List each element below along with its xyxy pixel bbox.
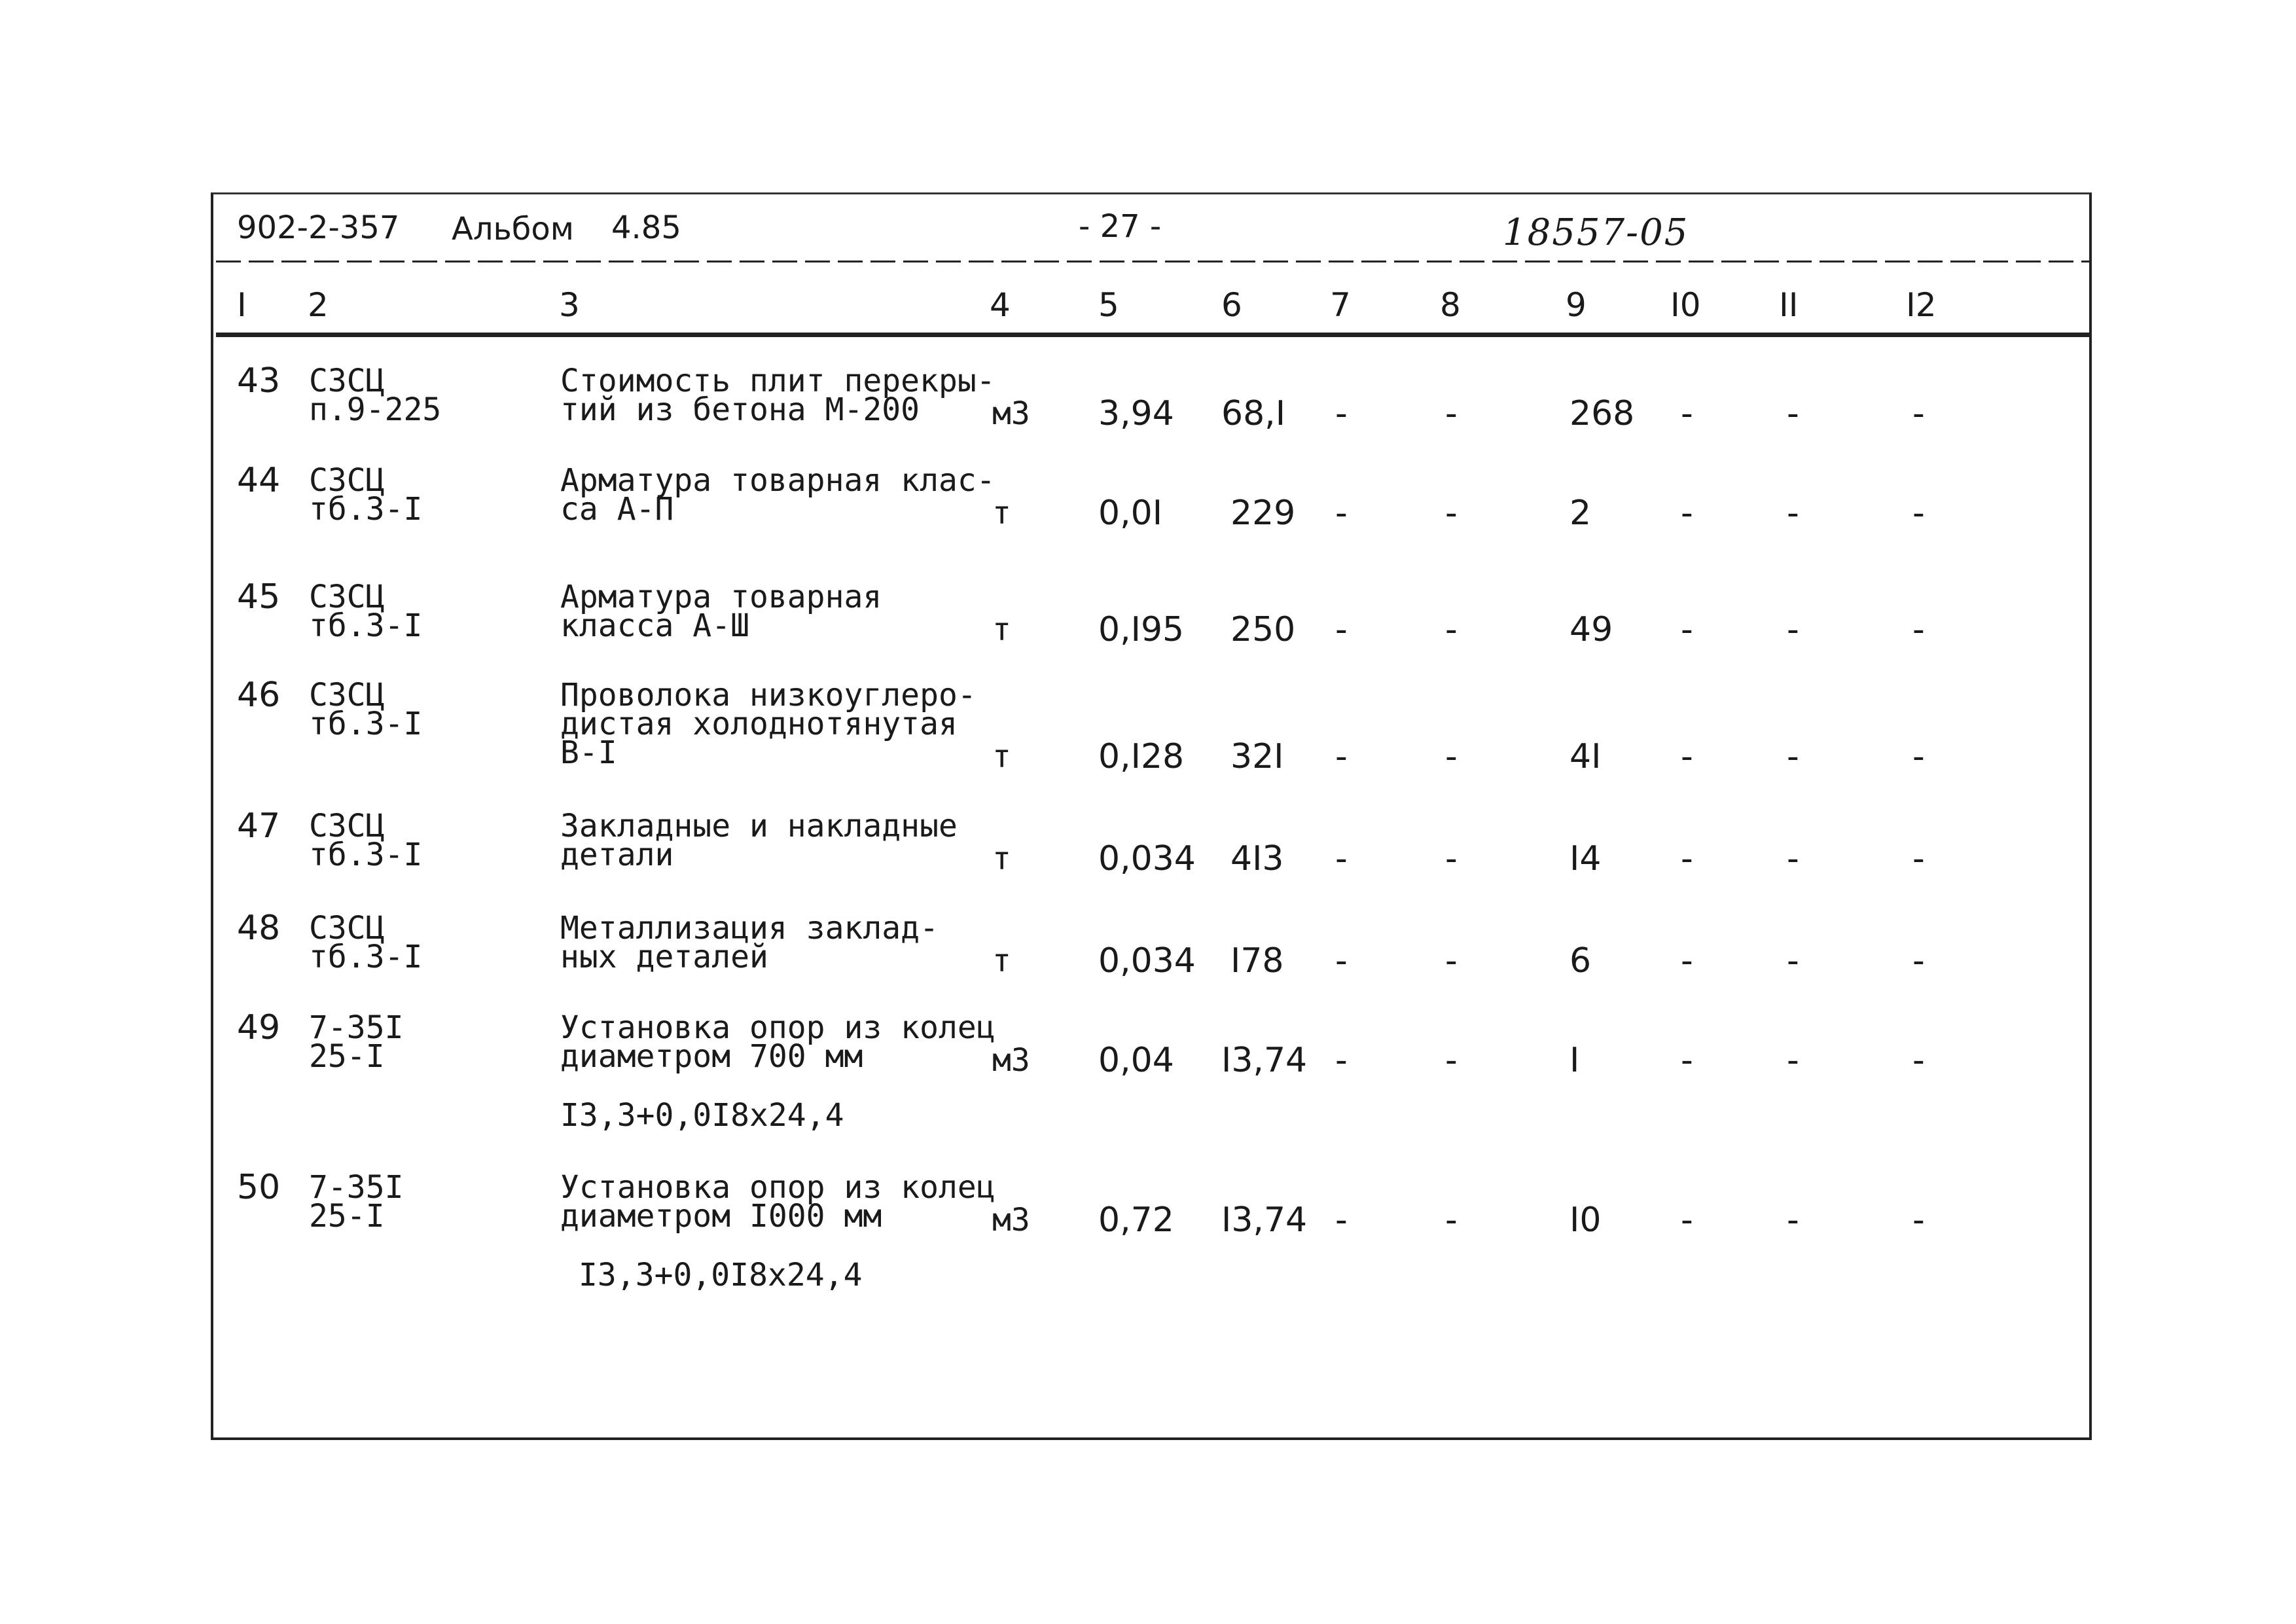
column-number: I0 xyxy=(1670,286,1701,324)
quantity: 0,034 xyxy=(1098,941,1196,981)
col8-value: - xyxy=(1445,941,1458,981)
col8-value: - xyxy=(1445,1041,1458,1080)
norm-reference: тб.3-I xyxy=(309,491,423,528)
col7-value: - xyxy=(1335,1200,1348,1240)
work-description: детали xyxy=(560,837,674,873)
work-description: Закладные и накладные xyxy=(560,808,958,844)
col10-value: - xyxy=(1681,610,1693,649)
total-cost: I0 xyxy=(1570,1200,1602,1240)
col10-value: - xyxy=(1681,941,1693,981)
work-description: Арматура товарная клас- xyxy=(560,462,996,499)
column-number: I xyxy=(237,286,247,324)
unit-of-measure: м3 xyxy=(992,1042,1030,1079)
quantity: 0,72 xyxy=(1098,1200,1174,1240)
work-description: ных деталей xyxy=(560,939,768,975)
doc-code: 902-2-357 xyxy=(237,209,400,246)
col11-value: - xyxy=(1787,737,1799,776)
price-formula: I3,3+0,0I8x24,4 xyxy=(579,1257,863,1293)
row-number: 49 xyxy=(237,1008,281,1047)
work-description: тий из бетона М-200 xyxy=(560,391,920,428)
total-cost: 4I xyxy=(1570,737,1602,776)
unit-price: I3,74 xyxy=(1221,1200,1308,1240)
total-cost: 6 xyxy=(1570,941,1592,981)
row-number: 50 xyxy=(237,1168,281,1207)
col12-value: - xyxy=(1912,394,1925,433)
col11-value: - xyxy=(1787,941,1799,981)
col12-value: - xyxy=(1912,610,1925,649)
col8-value: - xyxy=(1445,494,1458,533)
work-description: Проволока низкоуглеро- xyxy=(560,677,977,713)
col7-value: - xyxy=(1335,1041,1348,1080)
col8-value: - xyxy=(1445,1200,1458,1240)
col12-value: - xyxy=(1912,839,1925,878)
norm-reference: СЗСЦ xyxy=(309,579,385,615)
price-formula: I3,3+0,0I8x24,4 xyxy=(560,1097,844,1134)
unit-price: 4I3 xyxy=(1230,839,1284,878)
work-description: диаметром 700 мм xyxy=(560,1038,863,1075)
col11-value: - xyxy=(1787,1200,1799,1240)
quantity: 3,94 xyxy=(1098,394,1174,433)
row-number: 47 xyxy=(237,806,281,846)
unit-price: I3,74 xyxy=(1221,1041,1308,1080)
norm-reference: тб.3-I xyxy=(309,837,423,873)
quantity: 0,I95 xyxy=(1098,610,1185,649)
col10-value: - xyxy=(1681,1041,1693,1080)
column-number: 4 xyxy=(990,286,1011,324)
work-description: Арматура товарная xyxy=(560,579,882,615)
unit-price: 68,I xyxy=(1221,394,1286,433)
work-description: диаметром I000 мм xyxy=(560,1198,882,1235)
total-cost: I4 xyxy=(1570,839,1602,878)
col12-value: - xyxy=(1912,737,1925,776)
col7-value: - xyxy=(1335,941,1348,981)
row-number: 43 xyxy=(237,361,281,401)
row-number: 45 xyxy=(237,577,281,617)
work-description: са А-П xyxy=(560,491,674,528)
work-description: Установка опор из колец xyxy=(560,1009,996,1046)
unit-of-measure: т xyxy=(992,943,1011,979)
row-number: 46 xyxy=(237,676,281,715)
col11-value: - xyxy=(1787,839,1799,878)
col7-value: - xyxy=(1335,494,1348,533)
norm-reference: СЗСЦ xyxy=(309,910,385,947)
unit-of-measure: т xyxy=(992,738,1011,775)
quantity: 0,034 xyxy=(1098,839,1196,878)
column-number: 6 xyxy=(1221,286,1242,324)
col11-value: - xyxy=(1787,610,1799,649)
column-number: I2 xyxy=(1906,286,1937,324)
col12-value: - xyxy=(1912,941,1925,981)
col12-value: - xyxy=(1912,494,1925,533)
col8-value: - xyxy=(1445,737,1458,776)
unit-of-measure: м3 xyxy=(992,395,1030,432)
column-number: II xyxy=(1779,286,1799,324)
norm-reference: 7-35I xyxy=(309,1169,404,1206)
total-cost: 2 xyxy=(1570,494,1592,533)
work-description: дистая холоднотянутая xyxy=(560,706,958,742)
total-cost: I xyxy=(1570,1041,1580,1080)
col7-value: - xyxy=(1335,610,1348,649)
registration-stamp: 18557-05 xyxy=(1503,211,1689,254)
norm-reference: СЗСЦ xyxy=(309,677,385,713)
col10-value: - xyxy=(1681,737,1693,776)
unit-price: 32I xyxy=(1230,737,1284,776)
unit-of-measure: м3 xyxy=(992,1202,1030,1238)
norm-reference: тб.3-I xyxy=(309,706,423,742)
col11-value: - xyxy=(1787,1041,1799,1080)
col11-value: - xyxy=(1787,394,1799,433)
table-frame xyxy=(211,192,2092,1440)
unit-of-measure: т xyxy=(992,495,1011,532)
column-number: 3 xyxy=(559,286,580,324)
norm-reference: 7-35I xyxy=(309,1009,404,1046)
quantity: 0,04 xyxy=(1098,1041,1174,1080)
norm-reference: СЗСЦ xyxy=(309,462,385,499)
row-number: 44 xyxy=(237,461,281,500)
column-number: 2 xyxy=(308,286,329,324)
col11-value: - xyxy=(1787,494,1799,533)
norm-reference: 25-I xyxy=(309,1038,385,1075)
header-divider xyxy=(216,261,2089,262)
work-description: В-I xyxy=(560,734,617,771)
norm-reference: 25-I xyxy=(309,1198,385,1235)
col12-value: - xyxy=(1912,1041,1925,1080)
col8-value: - xyxy=(1445,839,1458,878)
unit-of-measure: т xyxy=(992,611,1011,648)
work-description: Установка опор из колец xyxy=(560,1169,996,1206)
unit-price: 229 xyxy=(1230,494,1296,533)
work-description: класса А-Ш xyxy=(560,607,749,644)
page-number: - 27 - xyxy=(1079,208,1162,245)
col10-value: - xyxy=(1681,494,1693,533)
quantity: 0,0I xyxy=(1098,494,1163,533)
col10-value: - xyxy=(1681,839,1693,878)
norm-reference: тб.3-I xyxy=(309,939,423,975)
unit-price: 250 xyxy=(1230,610,1296,649)
col7-value: - xyxy=(1335,737,1348,776)
col10-value: - xyxy=(1681,394,1693,433)
norm-reference: п.9-225 xyxy=(309,391,442,428)
norm-reference: СЗСЦ xyxy=(309,808,385,844)
unit-of-measure: т xyxy=(992,840,1011,877)
row-number: 48 xyxy=(237,909,281,948)
col8-value: - xyxy=(1445,394,1458,433)
norm-reference: тб.3-I xyxy=(309,607,423,644)
column-header-divider xyxy=(216,333,2089,337)
quantity: 0,I28 xyxy=(1098,737,1185,776)
total-cost: 49 xyxy=(1570,610,1613,649)
unit-price: I78 xyxy=(1230,941,1284,981)
col12-value: - xyxy=(1912,1200,1925,1240)
column-number: 9 xyxy=(1566,286,1587,324)
column-number: 5 xyxy=(1098,286,1119,324)
col7-value: - xyxy=(1335,394,1348,433)
col7-value: - xyxy=(1335,839,1348,878)
col10-value: - xyxy=(1681,1200,1693,1240)
column-number: 7 xyxy=(1330,286,1351,324)
album-label: Альбом xyxy=(452,211,574,247)
total-cost: 268 xyxy=(1570,394,1635,433)
norm-reference: СЗСЦ xyxy=(309,363,385,399)
album-number: 4.85 xyxy=(611,209,681,246)
work-description: Стоимость плит перекры- xyxy=(560,363,996,399)
column-number: 8 xyxy=(1440,286,1461,324)
work-description: Металлизация заклад- xyxy=(560,910,939,947)
col8-value: - xyxy=(1445,610,1458,649)
